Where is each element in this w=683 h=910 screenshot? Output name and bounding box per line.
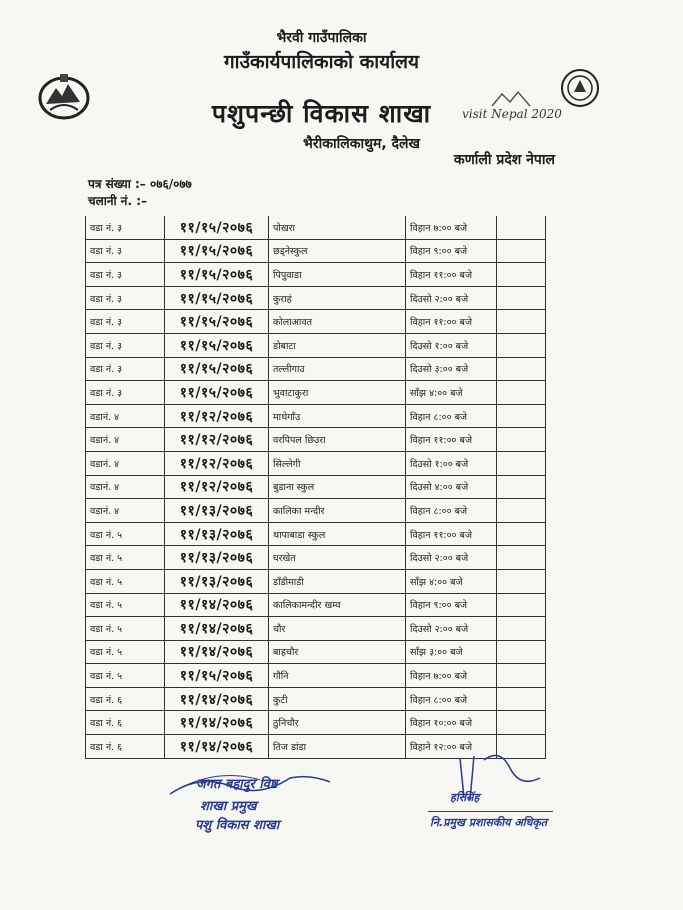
dispatch-number: चलानी नं. :–	[88, 194, 148, 208]
blank-cell	[497, 569, 546, 593]
ward-cell: वडा नं. ३	[86, 381, 165, 405]
date-cell: ११/१४/२०७६	[165, 617, 269, 641]
time-cell: विहान ७:०० बजे	[406, 216, 497, 239]
time-cell: दिउसो २:०० बजे	[406, 617, 497, 641]
blank-cell	[497, 546, 546, 570]
time-cell: दिउसो ४:०० बजे	[406, 475, 497, 499]
time-cell: विहान ८:०० बजे	[406, 687, 497, 711]
ward-cell: वडा नं. ३	[86, 286, 165, 310]
blank-cell	[497, 687, 546, 711]
date-cell: ११/१४/२०७६	[165, 593, 269, 617]
place-cell: कालिका मन्दीर	[269, 499, 406, 523]
province-name: कर्णाली प्रदेश नेपाल	[453, 152, 555, 168]
table-row	[86, 451, 546, 475]
time-cell: विहान ८:०० बजे	[406, 499, 497, 523]
branch-title: पशुपन्छी विकास शाखा	[211, 99, 432, 128]
table-row	[86, 499, 546, 523]
time-cell: विहान ९:०० बजे	[406, 239, 497, 263]
time-cell: विहान ११:०० बजे	[406, 428, 497, 452]
date-cell: ११/१२/२०७६	[165, 404, 269, 428]
table-row	[86, 475, 546, 499]
table-row	[86, 381, 546, 405]
table-row	[86, 216, 546, 239]
ward-cell: वडा नं. ३	[86, 263, 165, 287]
ward-cell: वडा नं. ५	[86, 593, 165, 617]
place-cell: छड्नेस्कुल	[269, 239, 406, 263]
blank-cell	[497, 593, 546, 617]
signatory-left-name: जगत बहादुर विष्ट	[196, 777, 278, 792]
place-cell: घरखेत	[269, 546, 406, 570]
ward-cell: वडानं. ४	[86, 499, 165, 523]
table-row	[86, 711, 546, 735]
date-cell: ११/१५/२०७६	[165, 333, 269, 357]
time-cell: साँझ ४:०० बजे	[406, 381, 497, 405]
place-cell: थापाबाडा स्कुल	[269, 522, 406, 546]
date-cell: ११/१५/२०७६	[165, 263, 269, 287]
blank-cell	[497, 617, 546, 641]
table-row	[86, 593, 546, 617]
ward-cell: वडा नं. ५	[86, 617, 165, 641]
ward-cell: वडा नं. ५	[86, 546, 165, 570]
ward-cell: वडा नं. ६	[86, 687, 165, 711]
ward-cell: वडा नं. ५	[86, 664, 165, 688]
date-cell: ११/१२/२०७६	[165, 475, 269, 499]
ward-cell: वडा नं. ६	[86, 711, 165, 735]
time-cell: विहान ९:०० बजे	[406, 593, 497, 617]
blank-cell	[497, 711, 546, 735]
date-cell: ११/१५/२०७६	[165, 216, 269, 239]
blank-cell	[497, 640, 546, 664]
ward-cell: वडानं. ४	[86, 451, 165, 475]
table-row	[86, 687, 546, 711]
blank-cell	[497, 404, 546, 428]
blank-cell	[497, 664, 546, 688]
visit-nepal-logo-text: visit Nepal 2020	[462, 107, 562, 121]
table-row	[86, 664, 546, 688]
table-row	[86, 617, 546, 641]
letter-number: पत्र संख्या :– ०७६/०७७	[88, 177, 192, 191]
ward-cell: वडा नं. ३	[86, 357, 165, 381]
chief-admin-signature	[440, 748, 560, 818]
place-cell: वरपिपल छिउरा	[269, 428, 406, 452]
table-row	[86, 263, 546, 287]
time-cell: विहान ११:०० बजे	[406, 522, 497, 546]
date-cell: ११/१५/२०७६	[165, 357, 269, 381]
time-cell: साँझ ४:०० बजे	[406, 569, 497, 593]
date-cell: ११/१३/२०७६	[165, 546, 269, 570]
place-cell: कुटी	[269, 687, 406, 711]
place-cell: तिज डांडा	[269, 735, 406, 759]
blank-cell	[497, 381, 546, 405]
table-row	[86, 546, 546, 570]
municipality-name: भैरवी गाउँपालिका	[276, 30, 367, 46]
place-cell: कोलाआवत	[269, 310, 406, 334]
time-cell: विहान १०:०० बजे	[406, 711, 497, 735]
office-name: गाउँकार्यपालिकाको कार्यालय	[223, 51, 420, 73]
place-cell: ठुनिचौर	[269, 711, 406, 735]
place-cell: पिपुवाडा	[269, 263, 406, 287]
ward-cell: वडा नं. ६	[86, 735, 165, 759]
blank-cell	[497, 310, 546, 334]
table-row	[86, 333, 546, 357]
date-cell: ११/१३/२०७६	[165, 522, 269, 546]
date-cell: ११/१५/२०७६	[165, 381, 269, 405]
place-cell: भुवाटाकुरा	[269, 381, 406, 405]
date-cell: ११/१५/२०७६	[165, 239, 269, 263]
place-cell: कुराहं	[269, 286, 406, 310]
table-row	[86, 569, 546, 593]
signatory-right-name: हरिसिंह	[450, 791, 480, 804]
ward-cell: वडा नं. ३	[86, 333, 165, 357]
ward-cell: वडा नं. ५	[86, 640, 165, 664]
date-cell: ११/१५/२०७६	[165, 286, 269, 310]
time-cell: दिउसो १:०० बजे	[406, 333, 497, 357]
time-cell: दिउसो १:०० बजे	[406, 451, 497, 475]
blank-cell	[497, 475, 546, 499]
blank-cell	[497, 357, 546, 381]
table-row	[86, 428, 546, 452]
signatory-right-post: नि.प्रमुख प्रशासकीय अधिकृत	[430, 816, 548, 829]
time-cell: विहान ११:०० बजे	[406, 263, 497, 287]
date-cell: ११/१२/२०७६	[165, 451, 269, 475]
table-row	[86, 404, 546, 428]
office-address: भैरीकालिकाथुम, दैलेख	[303, 136, 420, 152]
table-row	[86, 357, 546, 381]
signatory-left-post: शाखा प्रमुख	[200, 799, 257, 814]
place-cell: डाँडीमाडी	[269, 569, 406, 593]
schedule-table	[85, 216, 546, 759]
blank-cell	[497, 499, 546, 523]
ward-cell: वडानं. ४	[86, 475, 165, 499]
date-cell: ११/१३/२०७६	[165, 569, 269, 593]
ward-cell: वडानं. ४	[86, 428, 165, 452]
date-cell: ११/१३/२०७६	[165, 499, 269, 523]
ward-cell: वडा नं. ३	[86, 239, 165, 263]
place-cell: पोखरा	[269, 216, 406, 239]
table-row	[86, 239, 546, 263]
blank-cell	[497, 451, 546, 475]
time-cell: विहान ११:०० बजे	[406, 310, 497, 334]
table-row	[86, 286, 546, 310]
place-cell: माथेगाँउ	[269, 404, 406, 428]
date-cell: ११/१४/२०७६	[165, 735, 269, 759]
time-cell: दिउसो २:०० बजे	[406, 546, 497, 570]
signatory-left-dept: पशु विकास शाखा	[195, 818, 280, 833]
time-cell: दिउसो २:०० बजे	[406, 286, 497, 310]
blank-cell	[497, 522, 546, 546]
blank-cell	[497, 216, 546, 239]
table-row	[86, 522, 546, 546]
table-row	[86, 640, 546, 664]
place-cell: डोबाटा	[269, 333, 406, 357]
date-cell: ११/१२/२०७६	[165, 428, 269, 452]
place-cell: गौनि	[269, 664, 406, 688]
place-cell: बाहचौर	[269, 640, 406, 664]
table-row	[86, 310, 546, 334]
date-cell: ११/१५/२०७६	[165, 664, 269, 688]
blank-cell	[497, 428, 546, 452]
date-cell: ११/१५/२०७६	[165, 310, 269, 334]
ward-cell: वडा नं. ३	[86, 310, 165, 334]
place-cell: बुडाना स्कुल	[269, 475, 406, 499]
blank-cell	[497, 263, 546, 287]
date-cell: ११/१४/२०७६	[165, 711, 269, 735]
ward-cell: वडा नं. ३	[86, 216, 165, 239]
date-cell: ११/१४/२०७६	[165, 687, 269, 711]
time-cell: दिउसो ३:०० बजे	[406, 357, 497, 381]
ward-cell: वडानं. ४	[86, 404, 165, 428]
ward-cell: वडा नं. ५	[86, 522, 165, 546]
place-cell: चौर	[269, 617, 406, 641]
blank-cell	[497, 286, 546, 310]
place-cell: सिल्लेगी	[269, 451, 406, 475]
date-cell: ११/१४/२०७६	[165, 640, 269, 664]
signature-underline	[428, 811, 553, 812]
place-cell: कालिकामन्दीर खम्व	[269, 593, 406, 617]
place-cell: तल्लीगाउ	[269, 357, 406, 381]
blank-cell	[497, 239, 546, 263]
time-cell: विहान ८:०० बजे	[406, 404, 497, 428]
time-cell: विहाने १२:०० बजे	[406, 735, 497, 759]
time-cell: विहान ७:०० बजे	[406, 664, 497, 688]
ward-cell: वडा नं. ५	[86, 569, 165, 593]
blank-cell	[497, 333, 546, 357]
time-cell: साँझ ३:०० बजे	[406, 640, 497, 664]
